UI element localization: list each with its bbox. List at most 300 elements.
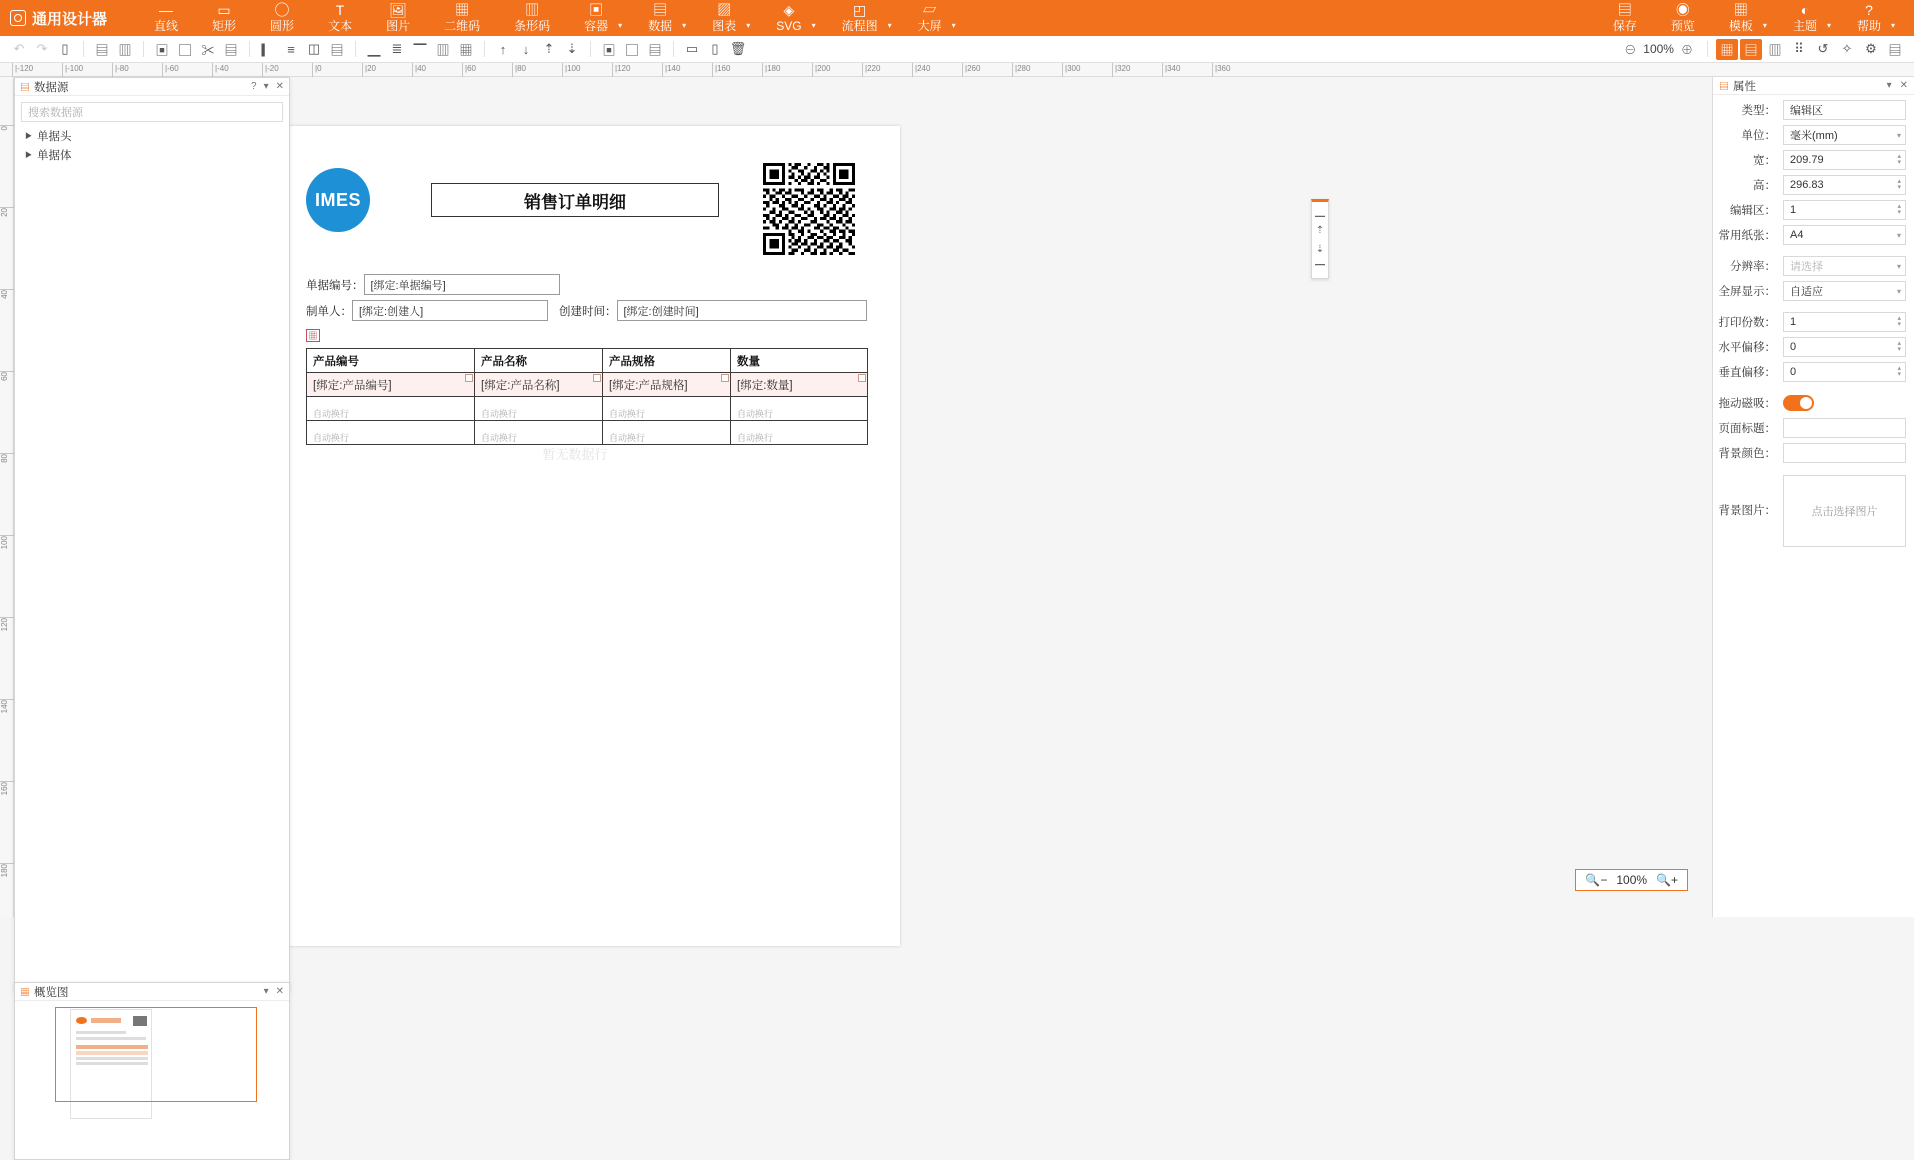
lock-page-icon: ▥ <box>118 42 132 58</box>
top-action-帮助[interactable] <box>1849 3 1895 33</box>
unlock-button[interactable] <box>704 39 726 60</box>
top-tool-item[interactable] <box>576 3 616 33</box>
ruler-tick: 100 <box>0 535 14 549</box>
top-tool-二维码[interactable] <box>436 3 488 33</box>
top-tool-圆形[interactable] <box>262 3 302 33</box>
ruler-tick: |240 <box>912 63 930 77</box>
property-page-title <box>1717 418 1906 438</box>
chevron-down-icon[interactable]: ▾ <box>1896 261 1901 271</box>
barcode-icon: ▥ <box>525 2 540 18</box>
collapse-icon[interactable]: ▾ <box>263 986 269 997</box>
property-row <box>1717 225 1906 245</box>
ruler-tick: |60 <box>462 63 476 77</box>
drag-snap-toggle[interactable] <box>1783 395 1814 411</box>
table-cell: 自动换行 <box>307 397 475 421</box>
magic-icon: ✧ <box>1841 41 1853 56</box>
property-label: 单位： <box>1741 130 1776 142</box>
zoom-in-icon[interactable]: 🔍+ <box>1656 873 1678 887</box>
detail-table[interactable] <box>306 348 868 445</box>
top-tool-label: SVG <box>776 19 802 33</box>
theme-icon: ◐ <box>1800 2 1810 18</box>
canvas-mini-toolbar-right[interactable] <box>1311 199 1329 279</box>
rect-icon: ▭ <box>217 2 231 18</box>
top-tool-数据[interactable] <box>640 3 686 33</box>
tree-node-header[interactable] <box>15 126 289 145</box>
unlock-icon: ▯ <box>711 41 719 56</box>
properties-panel <box>1712 77 1914 917</box>
property-label: 拖动磁吸： <box>1718 398 1776 410</box>
tree-node-body[interactable] <box>15 145 289 164</box>
zoom-out-icon[interactable]: 🔍− <box>1585 873 1608 887</box>
ruler-tick: |-20 <box>262 63 279 77</box>
top-tool-label: 流程图 <box>841 19 878 33</box>
overview-body[interactable] <box>15 1001 289 1159</box>
ruler-tick: 180 <box>0 863 14 877</box>
align-right-vert-icon: ◫ <box>307 41 321 56</box>
chevron-down-icon[interactable]: ▾ <box>1890 21 1895 30</box>
main-area <box>0 63 1914 999</box>
top-action-label: 保存 <box>1612 19 1637 33</box>
toolbar-separator <box>355 41 356 57</box>
align-center-button[interactable] <box>280 39 302 60</box>
top-action-预览[interactable] <box>1663 3 1703 33</box>
chevron-right-icon[interactable]: ▶ <box>25 132 32 140</box>
align-left-vert-icon: ▎ <box>261 42 275 58</box>
align-bottom-icon[interactable]: ▔ <box>1315 265 1325 276</box>
field-doc-number-label: 单据编号： <box>306 279 364 292</box>
top-action-label: 模板 <box>1728 19 1753 33</box>
property-label: 背景图片： <box>1718 505 1776 517</box>
properties-panel-title: 属性 <box>1733 80 1756 93</box>
top-tool-直线[interactable] <box>146 3 186 33</box>
align-left-button[interactable] <box>257 39 279 60</box>
toolbar-separator <box>1707 41 1708 57</box>
preview-icon: ◉ <box>1675 2 1690 18</box>
top-tool-label: 容器 <box>584 19 609 33</box>
top-action-item[interactable] <box>1605 3 1645 33</box>
grid-view-button[interactable] <box>1716 39 1738 60</box>
top-tool-条形码[interactable] <box>506 3 558 33</box>
top-action-模板[interactable] <box>1721 3 1767 33</box>
property-stepper-9[interactable] <box>1783 337 1906 357</box>
property-value: 209.79 <box>1790 154 1824 166</box>
align-up-icon[interactable]: ⇡ <box>1315 225 1325 236</box>
top-action-主题[interactable] <box>1785 3 1831 33</box>
field-creator-value[interactable]: [绑定:创建人] <box>352 300 548 321</box>
close-icon[interactable]: ✕ <box>1899 80 1908 91</box>
property-stepper-8[interactable] <box>1783 312 1906 332</box>
table-cell[interactable]: [绑定:产品编号] <box>307 373 475 397</box>
property-value: 编辑区 <box>1790 105 1823 117</box>
align-top-icon: ▁ <box>367 42 381 58</box>
properties-panel-actions <box>1887 80 1908 91</box>
paste-button[interactable] <box>174 39 196 60</box>
table-auto-row[interactable] <box>307 421 868 445</box>
align-bottom-icon: ▔ <box>413 42 427 58</box>
datasource-panel-title: 数据源 <box>34 81 69 94</box>
layout-view-button[interactable] <box>1740 39 1762 60</box>
table-auto-row[interactable] <box>307 397 868 421</box>
same-size-button[interactable] <box>455 39 477 60</box>
chevron-down-icon[interactable]: ▾ <box>1896 286 1901 296</box>
properties-rows <box>1713 100 1914 382</box>
ruler-tick: 140 <box>0 699 14 713</box>
property-stepper-2[interactable] <box>1783 150 1906 170</box>
table-cell: 自动换行 <box>307 421 475 445</box>
top-tool-图片[interactable] <box>378 3 418 33</box>
group-select-button[interactable] <box>1788 39 1810 60</box>
chevron-down-icon[interactable]: ▾ <box>682 21 687 30</box>
svg-icon: ◈ <box>783 2 795 18</box>
toolbar-separator <box>249 41 250 57</box>
properties-panel-header <box>1713 77 1914 95</box>
ruler-tick: |200 <box>812 63 830 77</box>
zoom-out-icon[interactable]: ⊖ <box>1624 42 1637 57</box>
align-down-icon[interactable]: ⇣ <box>1315 244 1325 255</box>
chevron-down-icon[interactable]: ▾ <box>887 21 892 30</box>
property-label: 高： <box>1753 180 1776 192</box>
magic-button[interactable] <box>1836 39 1858 60</box>
collapse-icon[interactable]: ▾ <box>1886 80 1892 91</box>
top-tool-item[interactable] <box>204 3 244 33</box>
stepper-arrows-icon[interactable]: ▴ ▾ <box>1897 178 1901 191</box>
field-create-time <box>559 300 867 321</box>
top-tool-item[interactable] <box>704 3 744 33</box>
align-right-button[interactable] <box>303 39 325 60</box>
horizontal-ruler <box>0 63 1914 77</box>
chevron-down-icon[interactable]: ▾ <box>951 21 956 30</box>
send-back-button[interactable] <box>515 39 537 60</box>
ruler-tick: 40 <box>0 289 14 299</box>
history-icon: ↺ <box>1817 41 1829 56</box>
bigscreen-icon: ▱ <box>922 2 937 18</box>
overview-panel-actions <box>264 986 284 997</box>
top-action-item[interactable] <box>1785 3 1825 33</box>
settings-icon: ⚙ <box>1865 41 1877 56</box>
ruler-tick: |80 <box>512 63 526 77</box>
help-icon[interactable]: ? <box>251 81 257 92</box>
ruler-tick: |100 <box>562 63 580 77</box>
merge-icon: ▤ <box>648 42 662 58</box>
datasource-icon: ▤ <box>20 83 30 94</box>
design-page[interactable] <box>250 126 900 946</box>
top-tool-item[interactable] <box>262 3 302 33</box>
property-stepper-4[interactable] <box>1783 200 1906 220</box>
close-icon[interactable]: ✕ <box>275 81 284 92</box>
ruler-tick: |180 <box>762 63 780 77</box>
lock-button[interactable] <box>681 39 703 60</box>
cut-button[interactable] <box>197 39 219 60</box>
top-action-label: 主题 <box>1792 19 1817 33</box>
property-row <box>1717 200 1906 220</box>
top-action-item[interactable] <box>1849 3 1889 33</box>
table-grid-icon[interactable]: ▦ <box>306 329 320 342</box>
qrcode-image <box>763 163 855 255</box>
property-row <box>1717 150 1906 170</box>
table-cell[interactable]: [绑定:产品名称] <box>475 373 603 397</box>
datasource-search-input[interactable]: 搜索数据源 <box>21 102 283 122</box>
top-tool-item[interactable] <box>436 3 488 33</box>
property-label: 分辨率： <box>1730 261 1776 273</box>
property-label: 页面标题： <box>1718 423 1776 435</box>
property-value: 1 <box>1790 204 1797 216</box>
ruler-tick: |40 <box>412 63 426 77</box>
datasource-panel-header <box>15 78 289 96</box>
property-select-5[interactable] <box>1783 225 1906 245</box>
top-tool-item[interactable] <box>320 3 360 33</box>
align-middle-button[interactable] <box>386 39 408 60</box>
ruler-tick: 0 <box>0 125 14 130</box>
history-button[interactable] <box>1812 39 1834 60</box>
top-action-保存[interactable] <box>1605 3 1645 33</box>
document-title[interactable]: 销售订单明细 <box>431 183 719 217</box>
stepper-arrows-icon[interactable]: ▴ ▾ <box>1897 315 1901 328</box>
group-icon: ▣ <box>602 42 616 58</box>
open-file-icon: ▤ <box>95 42 109 58</box>
canvas-zoom-control[interactable] <box>1575 869 1688 891</box>
field-creator-label: 制单人： <box>306 305 352 318</box>
undo-button <box>8 39 30 60</box>
toolbar-zoom-control[interactable] <box>1618 41 1699 58</box>
ruler-tick: |0 <box>312 63 322 77</box>
chevron-right-icon[interactable]: ▶ <box>25 151 32 159</box>
overview-panel <box>14 982 290 1160</box>
circle-icon: ◯ <box>275 2 290 18</box>
ruler-tick: |160 <box>712 63 730 77</box>
paste-icon: ▢ <box>178 42 192 58</box>
ruler-tick: |360 <box>1212 63 1230 77</box>
text-icon: T <box>335 2 345 18</box>
top-tool-容器[interactable] <box>576 3 622 33</box>
container-icon: ▣ <box>589 2 604 18</box>
top-tool-item[interactable] <box>506 3 558 33</box>
sidebar-toggle-button[interactable] <box>1884 39 1906 60</box>
overview-viewport[interactable] <box>55 1007 257 1102</box>
top-tool-label: 文本 <box>328 19 353 33</box>
overview-panel-title: 概览图 <box>34 986 69 999</box>
top-tool-label: 图表 <box>712 19 737 33</box>
table-cell: 自动换行 <box>731 397 868 421</box>
distribute-vert-icon: ▤ <box>330 42 344 58</box>
table-header-cell: 产品规格 <box>603 349 731 373</box>
field-create-time-value[interactable]: [绑定:创建时间] <box>617 300 867 321</box>
ruler-tick: 60 <box>0 371 14 381</box>
flowchart-icon: ◰ <box>852 2 867 18</box>
move-backward-button[interactable] <box>561 39 583 60</box>
top-action-label: 帮助 <box>1856 19 1881 33</box>
redo-icon: ↷ <box>36 41 48 56</box>
align-top-button[interactable] <box>363 39 385 60</box>
stepper-arrows-icon[interactable]: ▴ ▾ <box>1897 365 1901 378</box>
property-label: 常用纸张： <box>1718 230 1776 242</box>
panel-toggle-icon: ▥ <box>1768 42 1782 58</box>
copy-button[interactable] <box>151 39 173 60</box>
property-label: 垂直偏移： <box>1718 367 1776 379</box>
property-row <box>1717 312 1906 332</box>
redo-button <box>31 39 53 60</box>
table-cell: 自动换行 <box>475 421 603 445</box>
lock-page-button[interactable] <box>114 39 136 60</box>
chart-icon: ▨ <box>717 2 732 18</box>
ruler-tick: |120 <box>612 63 630 77</box>
top-tool-矩形[interactable] <box>204 3 244 33</box>
top-tool-item[interactable] <box>910 3 950 33</box>
merge-button[interactable] <box>644 39 666 60</box>
copy-icon: ▣ <box>155 42 169 58</box>
property-label: 打印份数： <box>1718 317 1776 329</box>
property-value: 自适应 <box>1790 286 1823 298</box>
canvas-zoom-value: 100% <box>1616 873 1648 887</box>
chevron-down-icon[interactable]: ▾ <box>1762 21 1767 30</box>
tree-node-label: 单据头 <box>37 130 72 143</box>
settings-button[interactable] <box>1860 39 1882 60</box>
property-row <box>1717 281 1906 301</box>
group-button[interactable] <box>598 39 620 60</box>
property-value: 毫米(mm) <box>1790 130 1838 142</box>
distribute-horiz-icon: ▥ <box>436 42 450 58</box>
distribute-vertical-button[interactable] <box>326 39 348 60</box>
toolbar-separator <box>83 41 84 57</box>
datasource-tree <box>15 126 289 164</box>
backward-icon: ⇣ <box>566 41 578 56</box>
property-bg-image <box>1717 475 1906 547</box>
help-icon: ? <box>1865 2 1873 18</box>
chevron-down-icon[interactable]: ▾ <box>1896 130 1901 140</box>
property-value: 1 <box>1790 316 1797 328</box>
ruler-tick: |340 <box>1162 63 1180 77</box>
image-icon: 🖼 <box>389 2 407 18</box>
top-right-group <box>1596 3 1904 33</box>
toolbar-separator <box>484 41 485 57</box>
top-tool-item[interactable] <box>834 3 886 33</box>
property-select-1[interactable] <box>1783 125 1906 145</box>
stepper-arrows-icon[interactable]: ▴ ▾ <box>1897 203 1901 216</box>
top-action-item[interactable] <box>1721 3 1761 33</box>
table-cell[interactable]: [绑定:数量] <box>731 373 868 397</box>
app-title <box>10 8 107 29</box>
property-value: 0 <box>1790 341 1797 353</box>
top-tool-label: 数据 <box>648 19 673 33</box>
top-action-item[interactable] <box>1663 3 1703 33</box>
ruler-tick: |-100 <box>62 63 83 77</box>
toolbar-zoom-value: 100% <box>1643 42 1674 56</box>
property-select-7[interactable] <box>1783 281 1906 301</box>
cut-icon: ✂ <box>201 42 215 58</box>
datasource-panel-actions <box>251 81 284 92</box>
property-stepper-3[interactable] <box>1783 175 1906 195</box>
ruler-tick: 80 <box>0 453 14 463</box>
top-tool-大屏[interactable] <box>910 3 956 33</box>
ruler-tick: |220 <box>862 63 880 77</box>
property-stepper-10[interactable] <box>1783 362 1906 382</box>
top-tool-SVG[interactable] <box>768 3 815 33</box>
property-value: A4 <box>1790 229 1804 241</box>
bg-color-input[interactable] <box>1783 443 1906 463</box>
bring-front-button[interactable] <box>492 39 514 60</box>
property-select-6[interactable] <box>1783 256 1906 276</box>
zoom-in-icon[interactable]: ⊕ <box>1680 42 1693 57</box>
stepper-arrows-icon[interactable]: ▴ ▾ <box>1897 340 1901 353</box>
top-tool-item[interactable] <box>640 3 680 33</box>
ruler-tick: |140 <box>662 63 680 77</box>
chevron-down-icon[interactable]: ▾ <box>746 21 751 30</box>
property-value: 请选择 <box>1790 261 1823 273</box>
chevron-down-icon[interactable]: ▾ <box>618 21 623 30</box>
database-icon: ▤ <box>653 2 668 18</box>
table-bind-row[interactable] <box>307 373 868 397</box>
field-doc-number <box>306 274 560 295</box>
top-tool-item[interactable] <box>378 3 418 33</box>
top-tool-item[interactable] <box>768 3 809 33</box>
property-value: 0 <box>1790 366 1797 378</box>
sidebar-icon: ▤ <box>1888 42 1902 58</box>
top-tool-图表[interactable] <box>704 3 750 33</box>
template-icon: ▦ <box>1733 2 1748 18</box>
bg-image-picker[interactable]: 点击选择图片 <box>1783 475 1906 547</box>
align-top-icon[interactable]: ▁ <box>1315 208 1325 219</box>
close-icon[interactable]: ✕ <box>275 986 284 997</box>
property-row <box>1717 100 1906 120</box>
align-middle-icon: ≣ <box>391 41 403 56</box>
top-toolbar <box>0 0 1914 36</box>
ruler-tick: 20 <box>0 207 14 217</box>
ungroup-button[interactable] <box>621 39 643 60</box>
layout-view-icon: ▤ <box>1744 42 1758 58</box>
distribute-horizontal-button[interactable] <box>432 39 454 60</box>
property-row <box>1717 256 1906 276</box>
tree-node-label: 单据体 <box>37 149 72 162</box>
table-cell: 自动换行 <box>603 397 731 421</box>
property-label: 类型： <box>1741 105 1776 117</box>
table-cell: 自动换行 <box>603 421 731 445</box>
ruler-tick: 120 <box>0 617 14 631</box>
line-icon: ― <box>159 2 174 18</box>
top-tool-label: 大屏 <box>917 19 942 33</box>
toolbar-separator <box>143 41 144 57</box>
ruler-tick: |-40 <box>212 63 229 77</box>
chevron-down-icon[interactable]: ▾ <box>1896 230 1901 240</box>
top-tool-流程图[interactable] <box>834 3 892 33</box>
duplicate-button[interactable] <box>220 39 242 60</box>
table-cell: 自动换行 <box>731 421 868 445</box>
table-cell[interactable]: [绑定:产品规格] <box>603 373 731 397</box>
collapse-icon[interactable]: ▾ <box>263 81 269 92</box>
property-row <box>1717 337 1906 357</box>
top-tool-文本[interactable] <box>320 3 360 33</box>
same-size-icon: ▦ <box>459 42 473 58</box>
new-page-icon: ▯ <box>61 41 69 56</box>
delete-button[interactable] <box>727 39 749 60</box>
page-title-input[interactable] <box>1783 418 1906 438</box>
ruler-tick: |300 <box>1062 63 1080 77</box>
lock-icon: ▭ <box>685 41 699 56</box>
panel-toggle-button[interactable] <box>1764 39 1786 60</box>
chevron-down-icon[interactable]: ▾ <box>1826 21 1831 30</box>
open-file-button[interactable] <box>91 39 113 60</box>
chevron-down-icon[interactable]: ▾ <box>811 21 816 30</box>
top-tool-item[interactable] <box>146 3 186 33</box>
ruler-tick: |320 <box>1112 63 1130 77</box>
empty-data-watermark: 暂无数据行 <box>542 447 608 462</box>
property-label: 水平偏移： <box>1718 342 1776 354</box>
stepper-arrows-icon[interactable]: ▴ ▾ <box>1897 153 1901 166</box>
move-forward-button[interactable] <box>538 39 560 60</box>
new-page-button[interactable] <box>54 39 76 60</box>
properties-icon: ▤ <box>1719 82 1729 93</box>
field-doc-number-value[interactable]: [绑定:单据编号] <box>364 274 560 295</box>
company-logo: IMES <box>306 168 370 232</box>
align-bottom-button[interactable] <box>409 39 431 60</box>
